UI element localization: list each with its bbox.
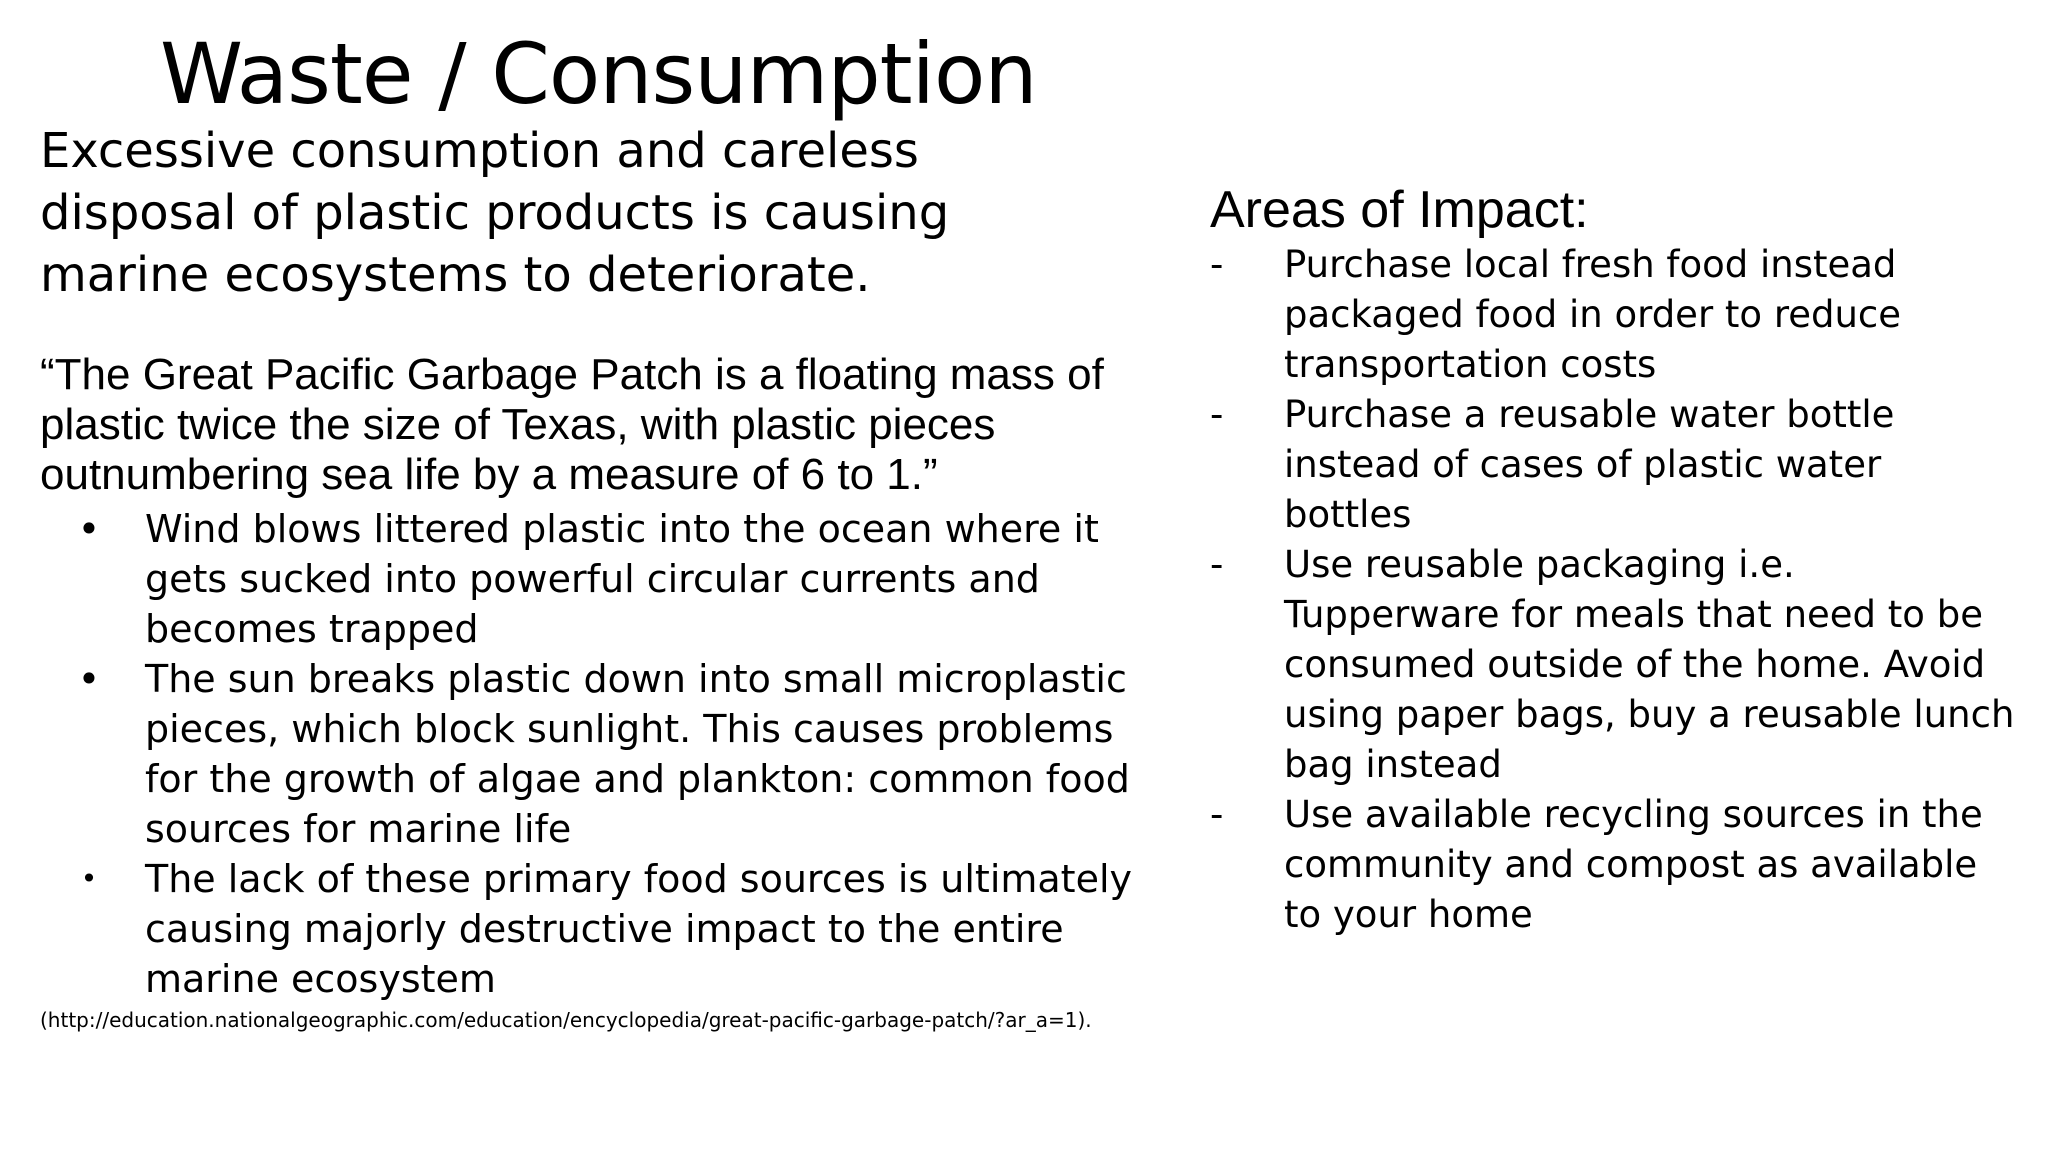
lead-statement: Excessive consumption and careless disposal of plastic products is causing marine ecosystems to deteriorate. bbox=[40, 123, 950, 303]
impact-marker: - bbox=[1210, 243, 1224, 286]
impact-marker: - bbox=[1210, 543, 1224, 586]
source-citation: (http://education.nationalgeographic.com/education/encyclopedia/great-pacific-garbage-patch/?ar_a=1). bbox=[40, 1008, 1092, 1032]
bullet-item bbox=[40, 654, 1140, 854]
impact-list bbox=[1210, 240, 2020, 940]
impact-text: Purchase a reusable water bottle instead of cases of plastic water bottles bbox=[1284, 393, 1895, 536]
bullet-text: The lack of these primary food sources is ultimately causing majorly destructive impact to the entire marine ecosystem bbox=[145, 857, 1132, 1001]
impact-item bbox=[1210, 390, 2020, 540]
impact-text: Use available recycling sources in the community and compost as available to your home bbox=[1284, 793, 1983, 936]
bullet-text: The sun breaks plastic down into small microplastic pieces, which block sunlight. This causes problems for the growth of algae and plankton: common food sources for marine life bbox=[145, 657, 1130, 851]
bullet-marker: • bbox=[77, 507, 101, 551]
effects-bullet-list bbox=[40, 504, 1140, 1004]
impact-marker: - bbox=[1210, 393, 1224, 436]
right-column bbox=[1210, 180, 2020, 940]
bullet-text: Wind blows littered plastic into the ocean where it gets sucked into powerful circular currents and becomes trapped bbox=[145, 507, 1099, 651]
impact-item bbox=[1210, 790, 2020, 940]
impact-text: Purchase local fresh food instead packaged food in order to reduce transportation costs bbox=[1284, 243, 1902, 386]
bullet-marker: • bbox=[77, 657, 101, 701]
bullet-item bbox=[40, 504, 1140, 654]
impact-marker: - bbox=[1210, 793, 1224, 836]
impact-item bbox=[1210, 540, 2020, 790]
bullet-marker: • bbox=[80, 862, 98, 895]
impact-text: Use reusable packaging i.e. Tupperware for meals that need to be consumed outside of the home. Avoid using paper bags, buy a reusable lunch bag instead bbox=[1284, 543, 2015, 786]
slide-title: Waste / Consumption bbox=[160, 25, 1037, 123]
impact-heading: Areas of Impact: bbox=[1210, 181, 1589, 239]
left-column bbox=[40, 120, 1140, 1034]
garbage-patch-quote: “The Great Pacific Garbage Patch is a floating mass of plastic twice the size of Texas, with plastic pieces outnumbering sea life by a measure of 6 to 1.” bbox=[40, 350, 1104, 499]
impact-item bbox=[1210, 240, 2020, 390]
bullet-item bbox=[40, 854, 1140, 1004]
